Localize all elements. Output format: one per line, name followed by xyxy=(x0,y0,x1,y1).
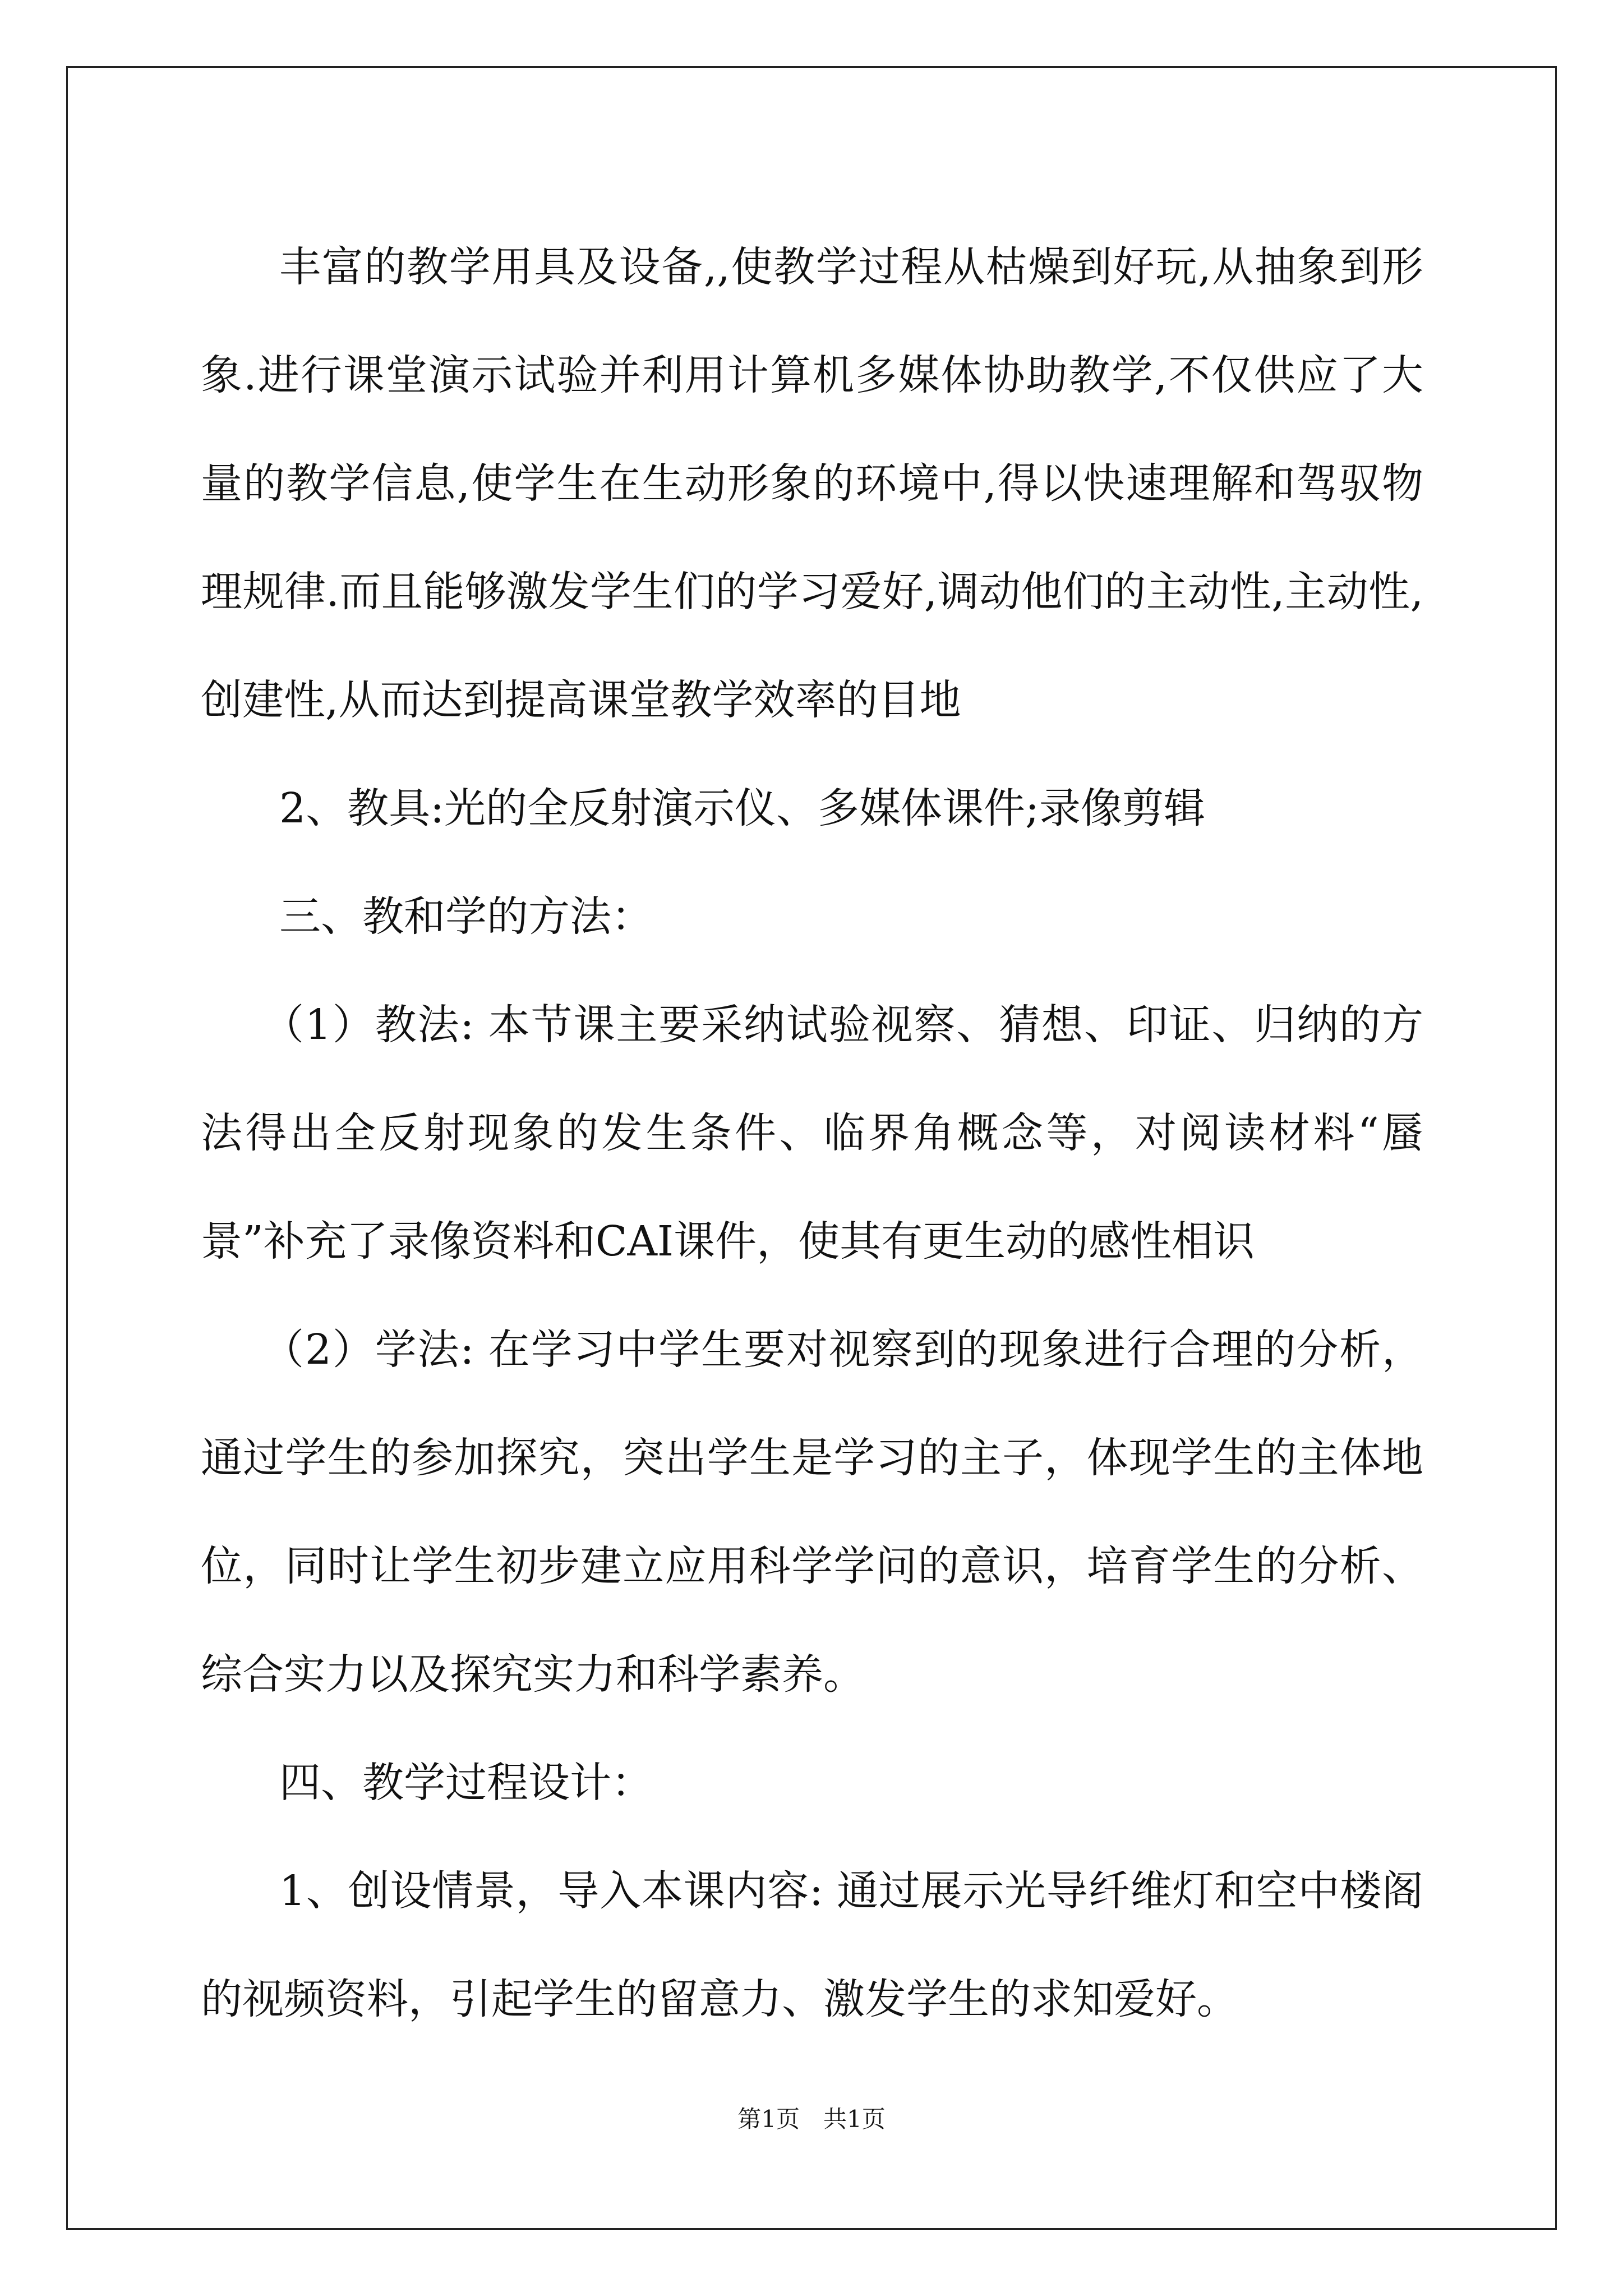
heading-teaching-methods: 三、教和学的方法： xyxy=(279,892,653,941)
page-footer: 第1页 共1页 xyxy=(737,2105,886,2133)
paragraph-create-scenario: 1、创设情景，导入本课内容: 通过展示光导纤维灯和空中楼阁的视频资料，引起学生的留意力、激发学生的求知爱好。 xyxy=(201,1867,1423,2023)
paragraph-learning-method: （2）学法: 在学习中学生要对视察到的现象进行合理的分析，通过学生的参加探究，突出学生是学习的主子，体现学生的主体地位，同时让学生初步建立应用科学学问的意识，培育学生的分析、综合实力以及探究实力和科学素养。 xyxy=(201,1326,1423,1699)
paragraph-teaching-method: （1）教法: 本节课主要采纳试验视察、猜想、印证、归纳的方法得出全反射现象的发生条件、临界角概念等，对阅读材料“蜃景”补充了录像资料和CAI课件，使其有更生动的感性相识 xyxy=(201,1001,1423,1266)
paragraph-teaching-tools-intro: 丰富的教学用具及设备,,使教学过程从枯燥到好玩,从抽象到形象.进行课堂演示试验并利用计算机多媒体协助教学,不仅供应了大量的教学信息,使学生在生动形象的环境中,得以快速理解和驾驭物理规律.而且能够激发学生们的学习爱好,调动他们的主动性,主动性,创建性,从而达到提高课堂教学效率的目地 xyxy=(201,243,1423,724)
paragraph-teaching-aids: 2、教具:光的全反射演示仪、多媒体课件;录像剪辑 xyxy=(279,784,1205,832)
document-body xyxy=(201,213,1423,2054)
heading-teaching-process: 四、教学过程设计： xyxy=(279,1759,653,1807)
